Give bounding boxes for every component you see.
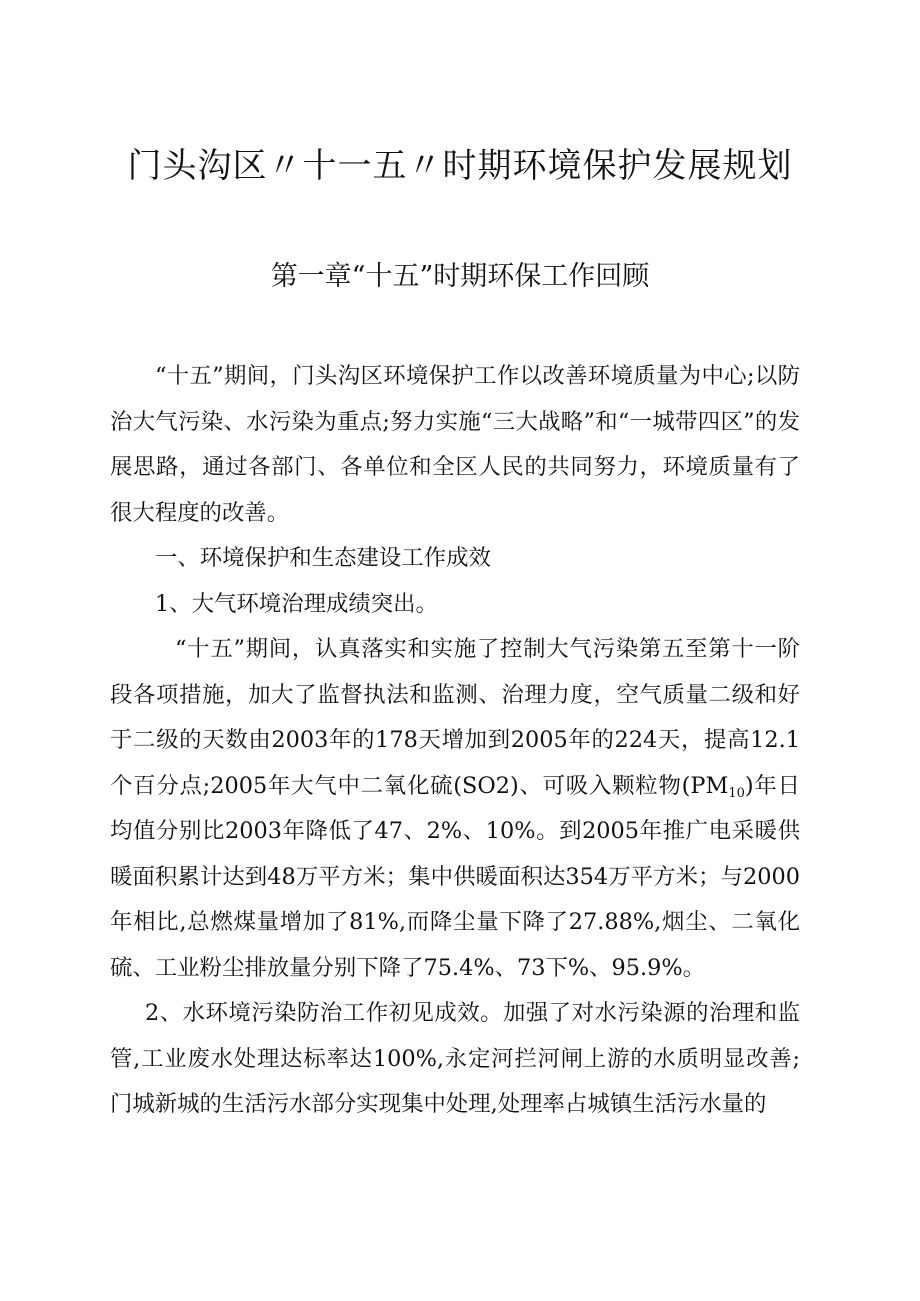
pm-subscript: 10 bbox=[728, 785, 745, 801]
water-paragraph: 2、水环境污染防治工作初见成效。加强了对水污染源的治理和监管,工业废水处理达标率达100%,永定河拦河闸上游的水质明显改善;门城新城的生活污水部分实现集中处理,处理率占城镇生活污水量的 bbox=[110, 1000, 800, 1117]
item-heading: 1、大气环境治理成绩突出。 bbox=[155, 590, 438, 617]
air-text-part-b: )年日均值分别比2003年降低了47、2%、10%。到2005年推广电采暖供暖面积累计达到48万平方米；集中供暖面积达354万平方米；与2000年相比,总燃煤量增加了81%,而降尘量下降了27.88%,烟尘、二氧化硫、工业粉尘排放量分别下降了75.4%、73下%、95.9%。 bbox=[110, 772, 800, 981]
air-text-part-a: “十五”期间，认真落实和实施了控制大气污染第五至第十一阶段各项措施，加大了监督执法和监测、治理力度，空气质量二级和好于二级的天数由2003年的178天增加到2005年的224天，提高12.1个百分点;2005年大气中二氧化硫(SO2)、可吸入颗粒物(PM bbox=[110, 636, 800, 799]
document-title: 门头沟区〃十一五〃时期环境保护发展规划 bbox=[127, 146, 793, 186]
chapter-title: 第一章“十五”时期环保工作回顾 bbox=[270, 261, 650, 292]
intro-paragraph: “十五”期间，门头沟区环境保护工作以改善环境质量为中心;以防治大气污染、水污染为重点;努力实施“三大战略”和“一城带四区”的发展思路，通过各部门、各单位和全区人民的共同努力，环境质量有了很大程度的改善。 bbox=[110, 363, 800, 526]
document-body bbox=[110, 354, 800, 1128]
section-heading: 一、环境保护和生态建设工作成效 bbox=[155, 545, 491, 571]
air-paragraph bbox=[110, 627, 800, 991]
